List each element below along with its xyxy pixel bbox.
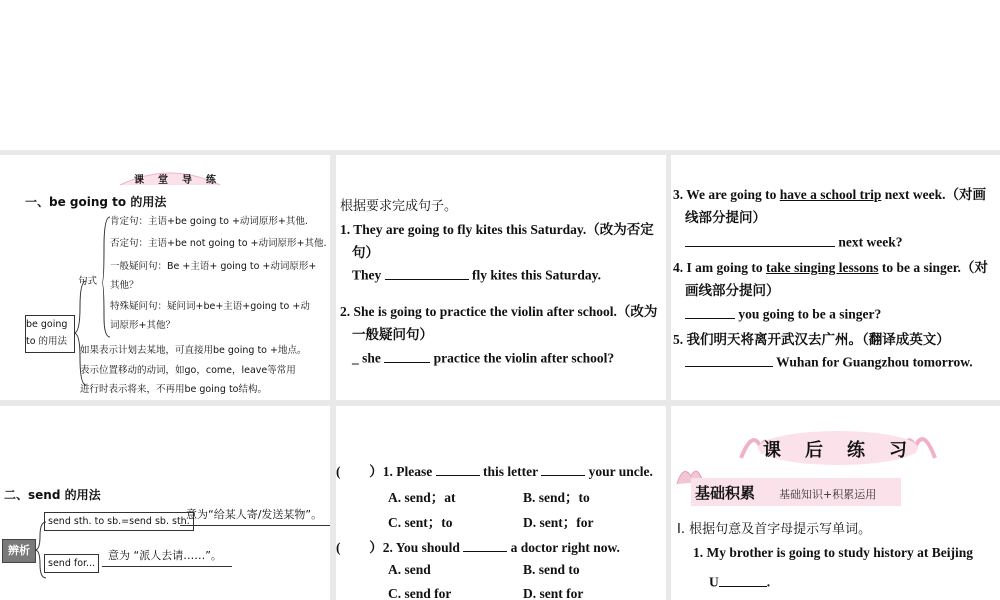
question-2: 2. She is going to practice the violin after school.（改为 bbox=[340, 304, 658, 319]
question-5: 5. 我们明天将离开武汉去广州。（翻译成英文） bbox=[673, 332, 950, 347]
answer-1: They fly kites this Saturday. bbox=[352, 265, 601, 284]
distinguish-tag: 辨析 bbox=[2, 539, 36, 563]
mc-blank-2[interactable] bbox=[463, 538, 507, 553]
sentence-label: 句式 bbox=[78, 276, 98, 287]
option-2a[interactable]: A. send bbox=[388, 562, 431, 577]
question-3: 3. We are going to have a school trip next week.（对画 bbox=[673, 187, 987, 202]
answer-2: _ she practice the violin after school? bbox=[352, 348, 614, 367]
mc-blank-1b[interactable] bbox=[541, 462, 585, 477]
answer-5-blank[interactable] bbox=[685, 352, 773, 367]
rule-wh-question-cont: 词原形+其他？ bbox=[110, 320, 175, 331]
panel-be-going-to-usage bbox=[0, 155, 330, 400]
mc-question-2: ( ）2. You should a doctor right now. bbox=[336, 536, 620, 556]
usage-box: be going to 的用法 bbox=[25, 315, 75, 353]
option-2c[interactable]: C. send for bbox=[388, 586, 452, 600]
option-1a[interactable]: A. send；at bbox=[388, 490, 456, 505]
answer-4-blank[interactable] bbox=[685, 304, 735, 319]
send-for-meaning: 意为 “派人去请……”。 bbox=[108, 549, 222, 562]
rule-wh-question: 特殊疑问句：疑问词+be+主语+going to +动 bbox=[110, 301, 310, 312]
answer-3: next week? bbox=[685, 232, 903, 251]
banner-title: 课堂导练 bbox=[134, 175, 230, 186]
homework-question-1: 1. My brother is going to study history at Beijing bbox=[693, 545, 974, 560]
part-instruction: Ⅰ. 根据句意及首字母提示写单词。 bbox=[677, 522, 872, 537]
option-2b[interactable]: B. send to bbox=[523, 562, 580, 577]
question-4-cont: 画线部分提问） bbox=[685, 283, 780, 298]
section-title: 基础积累 bbox=[695, 484, 756, 502]
option-1c[interactable]: C. sent；to bbox=[388, 515, 453, 530]
homework-blank-1[interactable] bbox=[719, 572, 767, 587]
underline-2 bbox=[102, 566, 232, 567]
answer-4: you going to be a singer? bbox=[685, 304, 881, 323]
homework-title: 课后练习 bbox=[763, 440, 931, 461]
instruction: 根据要求完成句子。 bbox=[340, 199, 458, 214]
answer-1-blank[interactable] bbox=[385, 265, 469, 280]
rule-question-cont: 其他？ bbox=[110, 280, 139, 291]
option-1d[interactable]: D. sent；for bbox=[523, 515, 594, 530]
mc-answer-2[interactable] bbox=[344, 539, 366, 553]
mc-question-1: ( ）1. Please this letter your uncle. bbox=[336, 460, 653, 480]
question-2-cont: 一般疑问句） bbox=[352, 327, 433, 342]
mc-blank-1a[interactable] bbox=[436, 462, 480, 477]
mc-answer-1[interactable] bbox=[344, 463, 366, 477]
panel-send-usage bbox=[0, 406, 330, 600]
option-1b[interactable]: B. send；to bbox=[523, 490, 590, 505]
option-2d[interactable]: D. sent for bbox=[523, 586, 584, 600]
answer-2-blank[interactable] bbox=[384, 348, 430, 363]
rule-negative: 否定句：主语+be not going to +动词原形+其他. bbox=[110, 238, 327, 249]
question-1: 1. They are going to fly kites this Saturday.（改为否定 bbox=[340, 222, 654, 237]
rule-question: 一般疑问句：Be +主语+ going to +动词原形+ bbox=[110, 261, 317, 272]
top-blank-area bbox=[0, 0, 1000, 150]
note-line-3: 进行时表示将来，不再用be going to结构。 bbox=[80, 384, 267, 395]
answer-5: Wuhan for Guangzhou tomorrow. bbox=[685, 352, 973, 371]
section-subtitle: 基础知识+积累运用 bbox=[779, 488, 877, 501]
send-to-box: send sth. to sb.=send sb. sth. bbox=[44, 512, 194, 531]
rule-affirmative: 肯定句：主语+be going to +动词原形+其他. bbox=[110, 216, 308, 227]
panel-sentence-transform bbox=[336, 155, 666, 400]
panel-homework bbox=[671, 406, 1000, 600]
section-heading: 二、send 的用法 bbox=[4, 488, 101, 502]
note-line-2: 表示位置移动的动词，如go，come，leave等常用 bbox=[80, 365, 296, 376]
send-to-meaning: 意为“给某人寄/发送某物”。 bbox=[186, 508, 323, 521]
homework-answer-1: U . bbox=[709, 572, 770, 591]
send-for-box: send for... bbox=[44, 554, 99, 573]
section-heading: 一、be going to 的用法 bbox=[25, 195, 167, 209]
note-line-1: 如果表示计划去某地，可直接用be going to +地点。 bbox=[80, 345, 307, 356]
answer-3-blank[interactable] bbox=[685, 232, 835, 247]
panel-questions-3-5 bbox=[671, 155, 1000, 400]
question-4: 4. I am going to take singing lessons to be a singer.（对 bbox=[673, 260, 988, 275]
question-1-cont: 句） bbox=[352, 245, 379, 260]
panel-multiple-choice bbox=[336, 406, 666, 600]
question-3-cont: 线部分提问） bbox=[685, 210, 766, 225]
underline-1 bbox=[180, 525, 330, 526]
